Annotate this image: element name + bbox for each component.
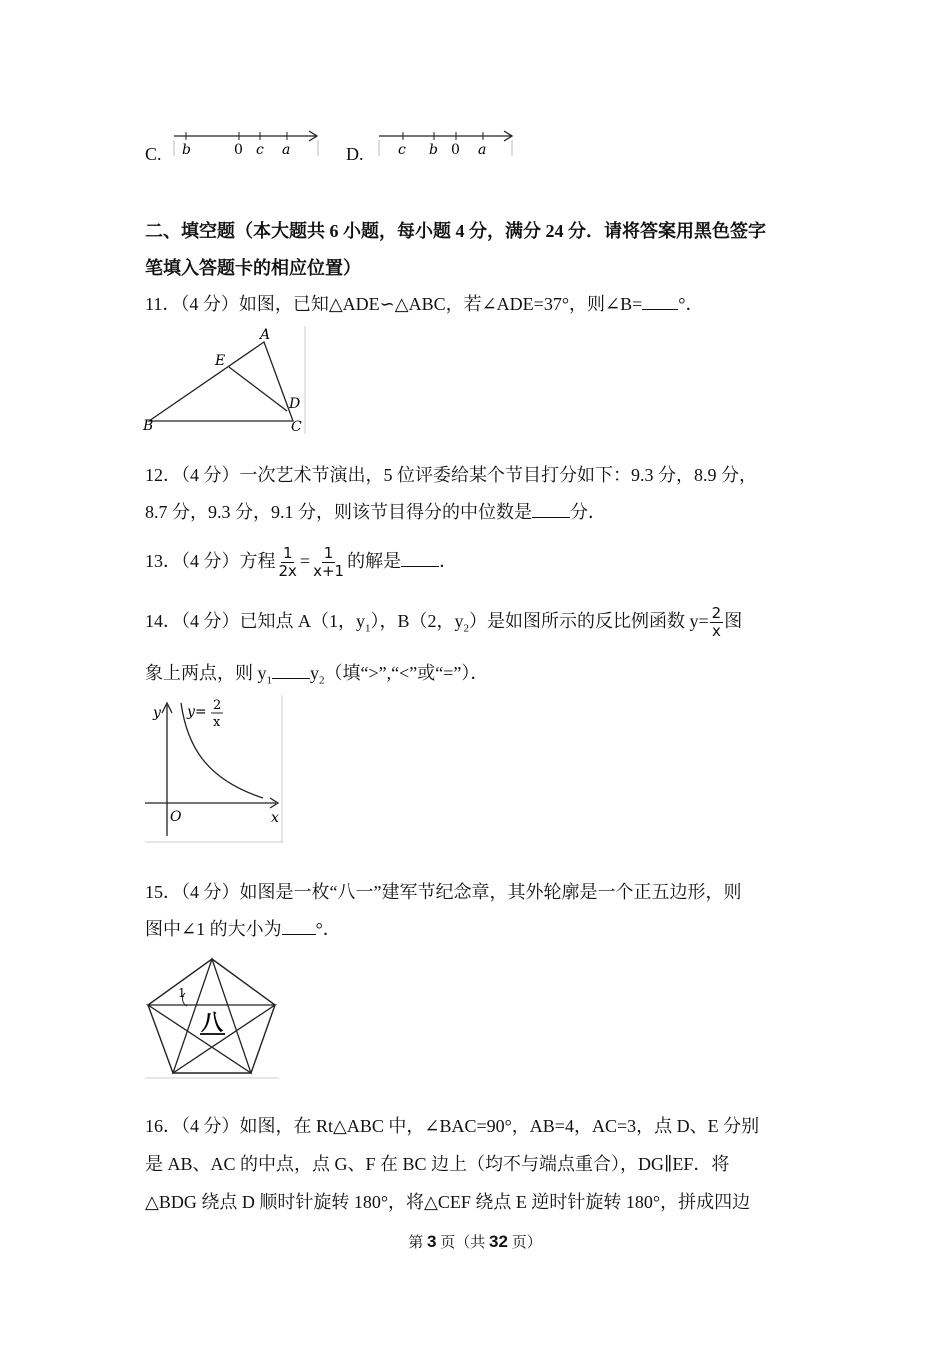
option-c-number-line — [172, 126, 322, 158]
q11-label-a: A — [260, 327, 271, 343]
q12-line1: 12．（4 分）一次艺术节演出，5 位评委给某个节目打分如下：9.3 分，8.9 分， — [145, 465, 757, 485]
q13-fraction-left: $\frac{1}{2x}$ — [278, 544, 297, 581]
q14-line1: 14．（4 分）已知点 A（1，$y_1$），B（2，$y_2$）是如图所示的反比例函数 y= $\frac{2}{x}$ 图 — [145, 604, 743, 641]
q11-text: 11．（4 分）如图，已知△ADE∽△ABC，若∠ADE=37°，则∠B= — [145, 294, 643, 314]
q15-badge-text: 八 — [201, 1011, 224, 1036]
q12-line2: 8.7 分，9.3 分，9.1 分，则该节目得分的中位数是 分． — [145, 499, 606, 525]
q14-answer-blank — [272, 660, 310, 679]
footer-total-pages: 32 — [489, 1232, 508, 1251]
section-heading-line2: 笔填入答题卡的相应位置） — [145, 258, 361, 278]
q15-line2: 图中∠1 的大小为 °． — [145, 916, 341, 942]
q14-origin-label: O — [170, 809, 182, 825]
section-heading-line1: 二、填空题（本大题共 6 小题，每小题 4 分，满分 24 分．请将答案用黑色签字 — [145, 221, 766, 241]
q11-answer-blank — [642, 291, 678, 310]
q13-fraction-right: $\frac{1}{x+1}$ — [313, 544, 345, 581]
c-tick-a: a — [282, 142, 291, 158]
q14-line2: 象上两点，则 $y_1$ $y_2$（填“>”,“<”或“=”）． — [145, 660, 488, 694]
q14-fraction: $\frac{2}{x}$ — [711, 604, 722, 641]
option-d-label: D. — [346, 144, 364, 164]
d-tick-a: a — [478, 142, 487, 158]
d-tick-b: b — [429, 142, 438, 158]
c-tick-b: b — [182, 142, 191, 158]
q11-label-c: C — [291, 419, 302, 435]
q12-answer-blank — [532, 499, 570, 518]
option-d-number-line — [377, 126, 517, 158]
q15-angle-label: 1 — [178, 986, 186, 1000]
q11-label-d: D — [289, 396, 301, 412]
q14-hyperbola-graph — [143, 693, 285, 845]
q11-label-e: E — [215, 353, 226, 369]
q11-label-b: B — [143, 418, 154, 434]
q15-pentagon-badge — [143, 955, 283, 1080]
q16-line1: 16．（4 分）如图，在 Rt△ABC 中，∠BAC=90°，AB=4，AC=3，点 D、E 分别 — [145, 1116, 760, 1136]
question-11: 11．（4 分）如图，已知△ADE∽△ABC，若∠ADE=37°，则∠B= °． — [145, 291, 703, 317]
q14-x-axis-label: x — [271, 810, 279, 826]
d-tick-c: c — [398, 142, 406, 158]
q16-line3: △BDG 绕点 D 顺时针旋转 180°，将△CEF 绕点 E 逆时针旋转 180°，拼成四边 — [145, 1192, 751, 1212]
q11-triangle-figure — [143, 324, 308, 436]
page-footer: 第 3 页（共 32 页） — [408, 1232, 542, 1251]
q14-curve-denominator: x — [213, 715, 221, 730]
q14-curve-equation: y= — [187, 704, 207, 720]
q13-answer-blank — [401, 548, 439, 567]
q14-y-axis-label: y — [153, 705, 161, 721]
q15-answer-blank — [282, 916, 316, 935]
option-c-label: C. — [145, 144, 162, 164]
question-13: 13．（4 分）方程 $\frac{1}{2x}$ = $\frac{1}{x+1}$ 的解是 ． — [145, 544, 458, 581]
d-tick-0: 0 — [451, 142, 460, 158]
footer-page-number: 3 — [427, 1232, 437, 1251]
q15-line1: 15．（4 分）如图是一枚“八一”建军节纪念章，其外轮廓是一个正五边形，则 — [145, 882, 742, 902]
q16-line2: 是 AB、AC 的中点，点 G、F 在 BC 边上（均不与端点重合），DG∥EF．将 — [145, 1154, 730, 1174]
c-tick-c: c — [256, 142, 264, 158]
c-tick-0: 0 — [234, 142, 243, 158]
q14-curve-numerator: 2 — [213, 698, 222, 713]
